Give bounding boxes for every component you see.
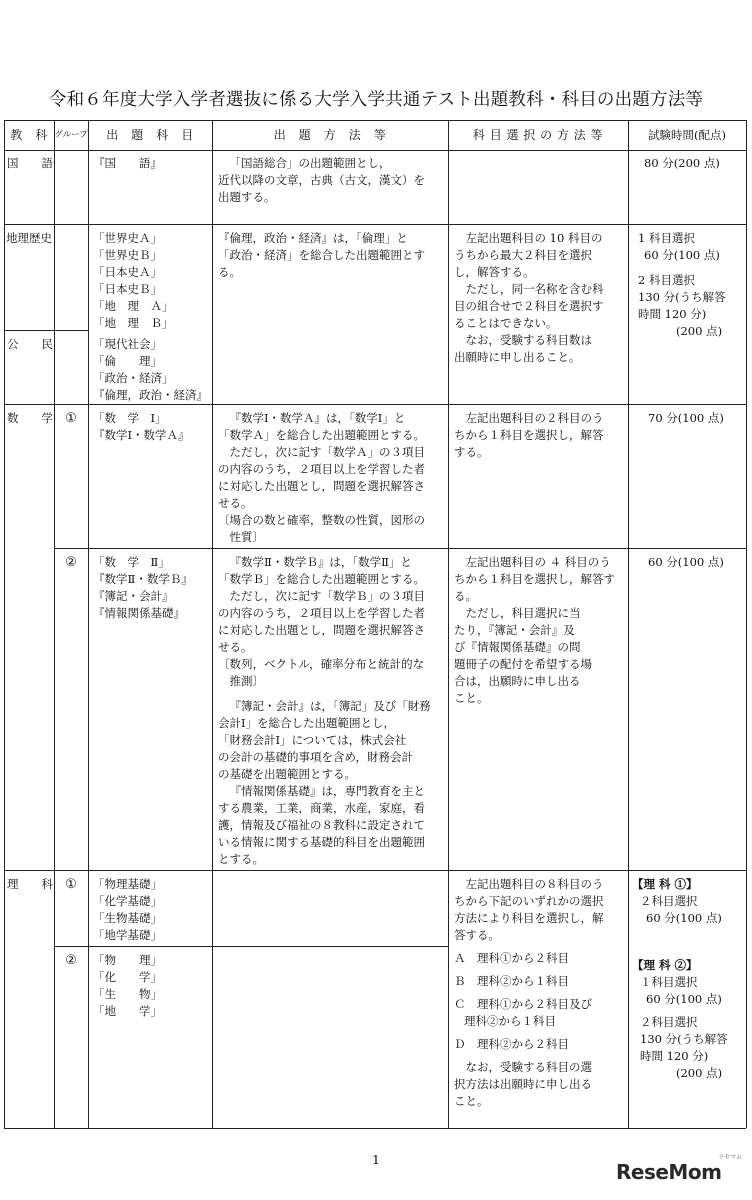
- header-group: グループ: [54, 130, 88, 140]
- method-sugaku-1: 『数学Ⅰ・数学Ａ』は，「数学Ⅰ」と 「数学Ａ」を総合した出題範囲とする。 ただし，次に記す「数学Ａ」の３項目 の内容のうち，２項目以上を学習した者 に対応した出題とし，問題を選択解答さ せる。 〔場合の数と確率，整数の性質，図形の 性質〕: [218, 411, 425, 544]
- subject-chireki: 地理歴史: [6, 231, 52, 245]
- col-divider-group: [54, 120, 55, 1128]
- row-divider-kokugo: [4, 224, 746, 225]
- courses-sugaku-1: 「数 学 Ⅰ」 『数学Ⅰ・数学Ａ』: [93, 411, 190, 442]
- courses-sugaku-2: 「数 学 Ⅱ」 『数学Ⅱ・数学Ｂ』 『簿記・会計』 『情報関係基礎』: [93, 555, 193, 620]
- courses-rika-1: 「物理基礎」 「化学基礎」 「生物基礎」 「地学基礎」: [93, 877, 162, 942]
- subject-komin: 公 民: [7, 337, 53, 351]
- selection-rika: 左記出題科目の８科目のう ちから下記のいずれかの選択 方法により科目を選択し，解 答する。 Ａ 理科①から２科目 Ｂ 理科②から１科目 Ｃ 理科①から２科目及び 理科②から１科目 Ｄ 理科②から２科目 なお，受験する科目の選 択方法は出願時に申し出る こと。: [454, 877, 604, 1108]
- courses-rika-2: 「物 理」 「化 学」 「生 物」 「地 学」: [93, 953, 162, 1018]
- method-sugaku-2: 『数学Ⅱ・数学Ｂ』は，「数学Ⅱ」と 「数学Ｂ」を総合した出題範囲とする。 ただし，次に記す「数学Ｂ」の３項目 の内容のうち，２項目以上を学習した者 に対応した出題とし，問題を選択解答さ せる。 〔数列，ベクトル，確率分布と統計的な 推測〕 『簿記・会計』は，「簿記」及び「財務 会計Ⅰ」を総合した出題範囲とし， 「財務会計Ⅰ」については，株式会社 の会計の基礎的事項を含め，財務会計 の基礎を出題範囲とする。 『情報関係基礎』は，専門教育を主と する農業，工業，商業，水産，家庭，看 護，情報及び福祉の８教科に設定されて いる情報に関する基礎的科目を出題範囲 とする。: [218, 555, 431, 866]
- group-sugaku-1: ①: [65, 411, 77, 426]
- page-number: 1: [372, 1152, 380, 1167]
- time-sugaku-1: 70 分(100 点): [648, 411, 724, 425]
- selection-chireki: 左記出題科目の 10 科目の うちから最大２科目を選択 し，解答する。 ただし，同一名称を含む科 目の組合せで２科目を選択す ることはできない。 なお，受験する科目数は 出願時に申し出ること。: [454, 231, 604, 364]
- col-divider-courses: [88, 120, 89, 1128]
- subject-kokugo: 国 語: [7, 156, 53, 170]
- time-sugaku-2: 60 分(100 点): [648, 555, 724, 569]
- row-divider-sugaku1: [54, 548, 746, 549]
- group-sugaku-2: ②: [65, 555, 77, 570]
- resemom-logo: ReseMom: [616, 1160, 722, 1184]
- col-divider-time: [628, 120, 629, 1128]
- courses-kokugo: [93, 155, 162, 172]
- header-subject: 教 科: [10, 128, 48, 142]
- time-chireki: 1 科目選択 60 分(100 点) 2 科目選択 130 分(うち解答 時間 120 分) (200 点): [638, 231, 726, 338]
- table-border-right: [746, 120, 747, 1128]
- row-divider-sugaku: [4, 870, 746, 871]
- resemom-logo-kana: リセマム: [718, 1154, 742, 1161]
- row-divider-rika1: [54, 946, 448, 947]
- group-rika-2: ②: [65, 953, 77, 968]
- time-rika: 【理 科 ①】 ２科目選択 60 分(100 点) 【理 科 ②】 １科目選択 60 分(100 点) ２科目選択 130 分(うち解答 時間 120 分) (200 点): [632, 877, 728, 1080]
- table-border-left: [4, 120, 5, 1128]
- courses-chireki: 「世界史Ａ」 「世界史Ｂ」 「日本史Ａ」 「日本史Ｂ」 「地 理 Ａ」 「地 理 Ｂ」: [93, 231, 174, 330]
- subject-rika: 理 科: [7, 877, 53, 891]
- method-chireki: 『倫理，政治・経済』は，「倫理」と 「政治・経済」を総合した出題範囲とす る。: [218, 231, 425, 279]
- header-courses: 出 題 科 目: [106, 128, 194, 142]
- course-item: 『国 語』: [93, 156, 162, 170]
- method-kokugo: 「国語総合」の出題範囲とし， 近代以降の文章，古典（古文，漢文）を 出題する。: [218, 156, 425, 204]
- col-divider-method: [212, 120, 213, 1128]
- header-divider: [4, 150, 746, 151]
- row-divider-chireki: [4, 404, 746, 405]
- document-title: 令和６年度大学入学者選抜に係る大学入学共通テスト出題教科・科目の出題方法等: [48, 90, 704, 110]
- subject-sugaku: 数 学: [7, 411, 53, 425]
- table-border-top: [4, 120, 746, 121]
- header-method: 出 題 方 法 等: [273, 128, 387, 142]
- header-selection: 科 目 選 択 の 方 法 等: [472, 128, 604, 142]
- group-rika-1: ①: [65, 877, 77, 892]
- col-divider-selection: [448, 120, 449, 1128]
- courses-komin: 「現代社会」 「倫 理」 「政治・経済」 『倫理，政治・経済』: [93, 337, 208, 402]
- selection-sugaku-2: 左記出題科目の ４ 科目のう ちから１科目を選択し，解答す る。 ただし，科目選択に当 たり，『簿記・会計』及 び『情報関係基礎』の問 題冊子の配付を希望する場 合は，出願時に申し出る こと。: [454, 555, 615, 705]
- time-kokugo: 80 分(200 点): [644, 156, 720, 170]
- selection-sugaku-1: 左記出題科目の２科目のう ちから１科目を選択し，解答 する。: [454, 411, 604, 459]
- header-time: 試験時間(配点): [648, 128, 726, 142]
- table-border-bottom: [4, 1128, 746, 1129]
- row-divider-komin: [4, 330, 88, 331]
